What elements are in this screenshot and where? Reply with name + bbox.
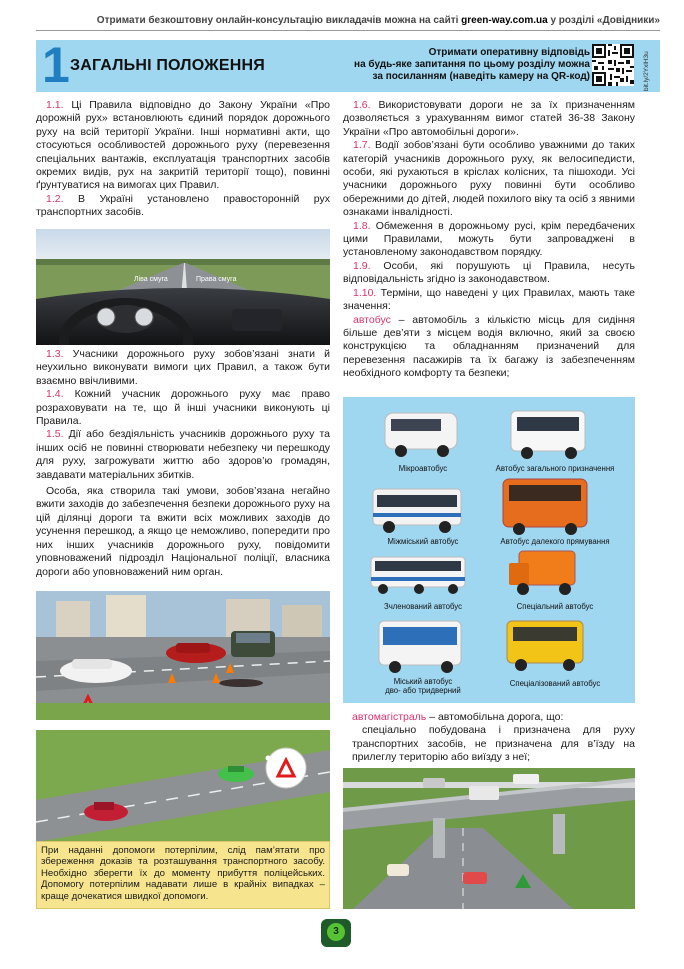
qr-link-text (640, 42, 650, 92)
term-definition: – автомобіль з кількістю місць для сидіння більше дев’яти з місцем водія включно, який за своєю конструкцією та обладнанням призначений для перевезення пасажирів та їх багажу із забезпеченням необхідного комфорту та безпеки; (343, 313, 635, 380)
road-cockpit-illustration (36, 229, 330, 345)
term-definition: – автомобільна дорога, що: (426, 711, 564, 723)
bus-label-general: Автобус загального призначення (495, 464, 615, 473)
rule-text: В Україні установлено правосторонній рух транспортних засобів. (36, 192, 330, 219)
site-link[interactable]: green-way.com.ua (461, 15, 548, 26)
accident-scene-illustration (36, 591, 330, 720)
left-text-block-1 (36, 99, 330, 220)
rule-number: 1.2. (46, 192, 64, 205)
bus-label-intercity: Міжміський автобус (387, 537, 459, 546)
minibus-image (385, 413, 457, 457)
bus-label-specialized: Спеціалізований автобус (509, 679, 601, 688)
general-bus-image (511, 411, 585, 459)
page-number (321, 919, 351, 947)
rule-1-4 (36, 388, 330, 428)
intercity-bus-image (373, 489, 461, 533)
lane-right-label: Права смуга (196, 276, 237, 283)
rule-text: Учасники дорожнього руху зобов’язані знати й неухильно виконувати вимоги цих Правил, а також бути взаємно ввічливими. (36, 348, 330, 387)
bus-types-panel (343, 397, 635, 703)
top-note-suffix: у розділі «Довідники» (547, 15, 660, 26)
city-bus-image (379, 621, 461, 673)
bus-label-minibus: Мікроавтобус (398, 464, 448, 473)
rule-number: 1.9. (353, 259, 371, 272)
rule-number: 1.7. (353, 139, 371, 152)
rule-text: Кожний учасник дорожнього руху має право розраховувати на те, що й інші учасники виконують ці Правила. (36, 388, 330, 428)
rule-1-2 (36, 193, 330, 220)
top-note-text: Отримати безкоштовну онлайн-консультацію викладачів можна на сайті (96, 15, 462, 26)
section-header (36, 37, 660, 93)
rule-text: Терміни, що наведені у цих Правилах, мають таке значення: (343, 286, 635, 313)
rule-text: Особи, які порушують ці Правила, несуть відповідальність згідно із законодавством. (343, 259, 635, 286)
rule-1-5-continued: Особа, яка створила такі умови, зобов’язана негайно вжити заходів до забезпечення безпеки дорожнього руху на цій ділянці дороги та вжити всіх можливих заходів до усунення перешкод, а якщо це неможливо, попередити про них інших учасників дорожнього руху, повідомити уповноважений підрозділ Національної поліції, власника дороги або уповноважений ним орган. (36, 485, 330, 578)
articulated-bus-image (371, 557, 465, 594)
bus-label-special: Спеціальний автобус (516, 602, 594, 611)
rule-1-10 (343, 287, 635, 314)
rule-number: 1.6. (353, 99, 371, 111)
rule-number: 1.3. (46, 348, 64, 360)
warning-triangle-illustration (36, 730, 330, 842)
qr-line-2: на будь-яке запитання по цьому розділу можна (354, 59, 590, 70)
section-number: 1 (42, 37, 70, 93)
long-distance-bus-image (503, 479, 587, 535)
left-text-block-2 (36, 348, 330, 579)
rule-1-6 (343, 99, 635, 139)
page-number-text: 3 (327, 923, 345, 941)
bus-label-long-distance: Автобус далекого прямування (500, 537, 610, 546)
svg-text:bit.ly/2YxlH3u: bit.ly/2YxlH3u (643, 51, 650, 91)
special-bus-image (509, 551, 575, 595)
qr-line-1: Отримати оперативну відповідь (428, 47, 590, 58)
rule-1-3 (36, 348, 330, 388)
rule-number: 1.1. (46, 99, 64, 111)
highway-definition: спеціально побудована і призначена для руху транспортних засобів, не призначена для в’їзду на прилеглу територію або виїзду з неї; (352, 724, 635, 764)
rule-text: Використовувати дороги не за їх призначенням дозволяється з урахуванням вимог статей 36-38 Закону України «Про автомобільні дороги». (343, 99, 635, 138)
rule-number: 1.4. (46, 388, 64, 401)
rule-number: 1.8. (353, 219, 371, 232)
rule-1-9 (343, 260, 635, 287)
right-text-block-2 (352, 711, 635, 765)
rule-number: 1.5. (46, 428, 64, 441)
right-text-block-1 (343, 99, 635, 381)
rule-text: Дії або бездіяльність учасників дорожнього руху та інших осіб не повинні створювати небезпеку чи перешкоду для руху, загрожувати життю або здоров’ю громадян, завдавати матеріальних збитків. (36, 428, 330, 481)
qr-instruction (320, 47, 590, 83)
rule-text: Ці Правила відповідно до Закону України «Про дорожній рух» встановлюють єдиний порядок дорожнього руху на всій території України. Інші нормативні акти, що стосуються особливостей дорожнього руху (перевезення спеціальних вантажів, експлуатація транспортних засобів окремих видів, рух на закритій території тощо), повинні ґрунтуватися на вимогах цих Правил. (36, 99, 330, 192)
rule-1-8 (343, 220, 635, 260)
qr-line-3: за посиланням (наведіть камеру на QR-код) (372, 71, 590, 82)
term-label: автобус (353, 313, 391, 326)
rule-text: Водії зобов’язані бути особливо уважними до таких категорій учасників дорожнього руху, як велосипедисти, особи, які рухаються в кріслах колісних, та пішоходи. Усі учасники дорожнього руху повинні бути особливо обережними до дітей, людей похилого віку та осіб з явними ознаками інвалідності. (343, 139, 635, 219)
bus-label-articulated: Зчленований автобус (383, 602, 462, 611)
highway-overpass-illustration (343, 768, 635, 909)
term-highway (352, 711, 635, 724)
rule-number: 1.10. (353, 286, 377, 299)
top-note (36, 15, 660, 31)
term-label: автомагістраль (352, 711, 427, 723)
illustration-caption: При наданні допомоги потерпілим, слід пам’ятати про збереження доказів та розташування транспортного засобу. Необхідно зберегти їх до моменту прибуття поліцейських. Допомогу потерпілим надавати лише в крайніх випадках – краще дочекатися швидкої допомоги. (36, 841, 330, 909)
qr-code-icon[interactable] (592, 44, 634, 86)
specialized-bus-image (507, 621, 583, 671)
lane-left-label: Ліва смуга (134, 276, 168, 283)
rule-1-5 (36, 428, 330, 482)
bus-label-city-doors: дво- або тридверний (385, 686, 461, 695)
rule-1-1 (36, 99, 330, 193)
bus-label-city: Міський автобус (393, 677, 453, 686)
term-bus (343, 314, 635, 381)
section-title: ЗАГАЛЬНІ ПОЛОЖЕННЯ (70, 57, 265, 74)
rule-1-7 (343, 139, 635, 219)
rule-text: Обмеження в дорожньому русі, крім передбачених цими Правилами, можуть бути запроваджені в установленому законодавством порядку. (343, 219, 635, 259)
